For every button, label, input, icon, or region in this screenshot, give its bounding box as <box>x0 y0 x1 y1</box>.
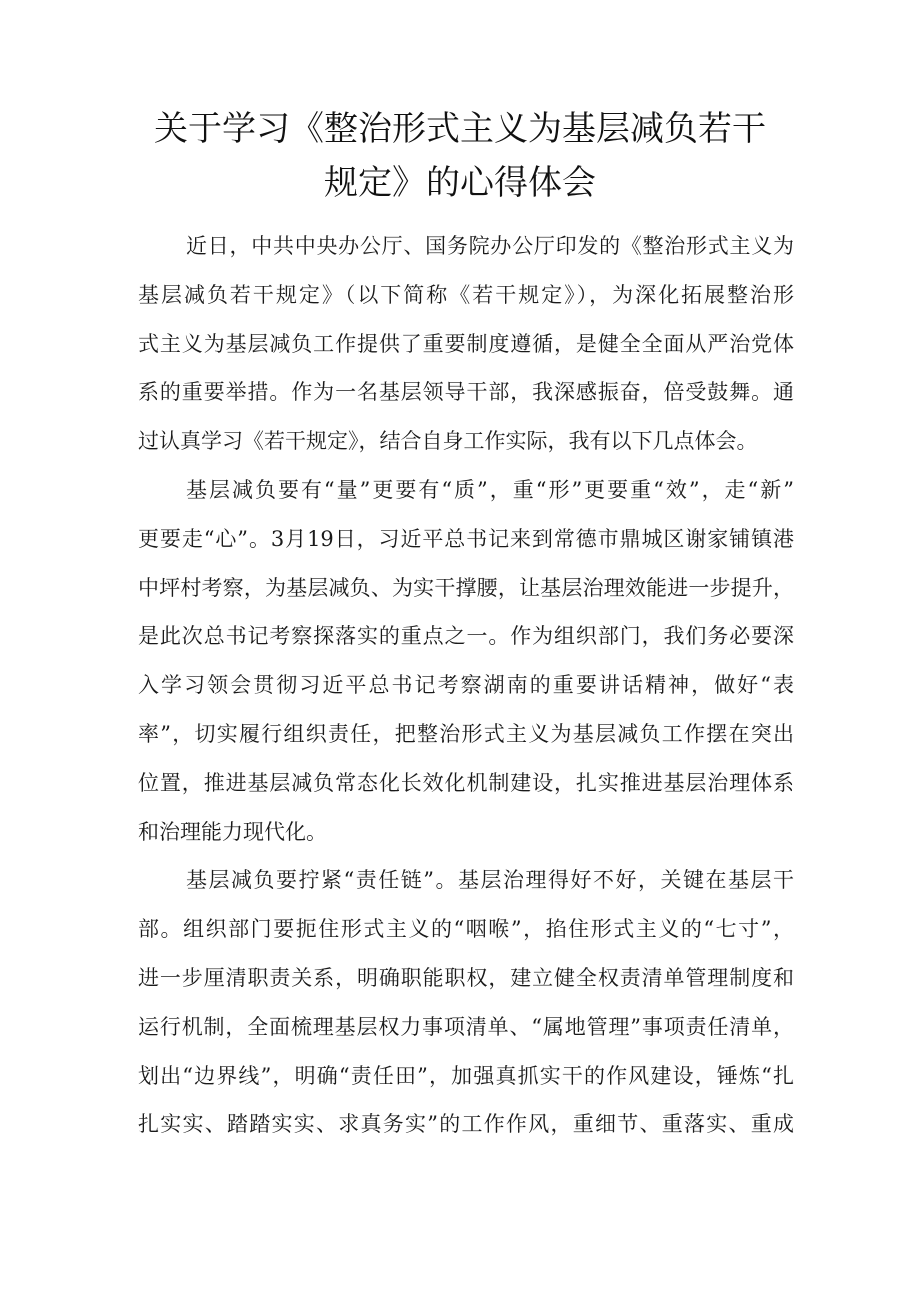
paragraph-line: 基层减负若干规定》（以下简称《若干规定》），为深化拓展整治形 <box>138 282 794 307</box>
paragraph-line: 式主义为基层减负工作提供了重要制度遵循，是健全全面从严治党体 <box>138 331 794 356</box>
paragraph-line: 划出“边界线”，明确“责任田”，加强真抓实干的作风建设，锤炼“扎 <box>138 1063 794 1088</box>
paragraph-line: 位置，推进基层减负常态化长效化机制建设，扎实推进基层治理体系 <box>138 770 794 795</box>
paragraph-line: 部。组织部门要扼住形式主义的“咽喉”，掐住形式主义的“七寸”， <box>138 917 794 942</box>
paragraph-line: 和治理能力现代化。 <box>138 819 327 844</box>
paragraph-line: 率”，切实履行组织责任，把整治形式主义为基层减负工作摆在突出 <box>138 721 794 746</box>
title-line-2: 规定》的心得体会 <box>324 163 596 203</box>
paragraph-line: 系的重要举措。作为一名基层领导干部，我深感振奋，倍受鼓舞。通 <box>138 380 794 405</box>
paragraph-line: 过认真学习《若干规定》，结合自身工作实际，我有以下几点体会。 <box>138 429 758 454</box>
paragraph-line: 是此次总书记考察探落实的重点之一。作为组织部门，我们务必要深 <box>138 624 794 649</box>
paragraph-1 <box>138 222 794 466</box>
title-line-1: 关于学习《整治形式主义为基层减负若干 <box>154 109 766 149</box>
paragraph-line: 更要走“心”。3月19日，习近平总书记来到常德市鼎城区谢家铺镇港 <box>138 526 794 551</box>
paragraph-line: 入学习领会贯彻习近平总书记考察湖南的重要讲话精神，做好“表 <box>138 673 794 698</box>
paragraph-3 <box>138 856 794 1149</box>
paragraph-line: 中坪村考察，为基层减负、为实干撑腰，让基层治理效能进一步提升， <box>138 575 794 600</box>
paragraph-line: 基层减负要拧紧“责任链”。基层治理得好不好，关键在基层干 <box>186 868 794 893</box>
paragraph-line: 进一步厘清职责关系，明确职能职权，建立健全权责清单管理制度和 <box>138 965 794 990</box>
paragraph-2 <box>138 466 794 856</box>
paragraph-line: 扎实实、踏踏实实、求真务实”的工作作风，重细节、重落实、重成 <box>138 1112 794 1137</box>
document-body <box>138 222 794 1149</box>
paragraph-line: 近日，中共中央办公厅、国务院办公厅印发的《整治形式主义为 <box>186 234 794 258</box>
document-title <box>120 102 800 210</box>
paragraph-line: 基层减负要有“量”更要有“质”，重“形”更要重“效”，走“新” <box>186 477 794 502</box>
paragraph-line: 运行机制，全面梳理基层权力事项清单、“属地管理”事项责任清单， <box>138 1014 794 1039</box>
